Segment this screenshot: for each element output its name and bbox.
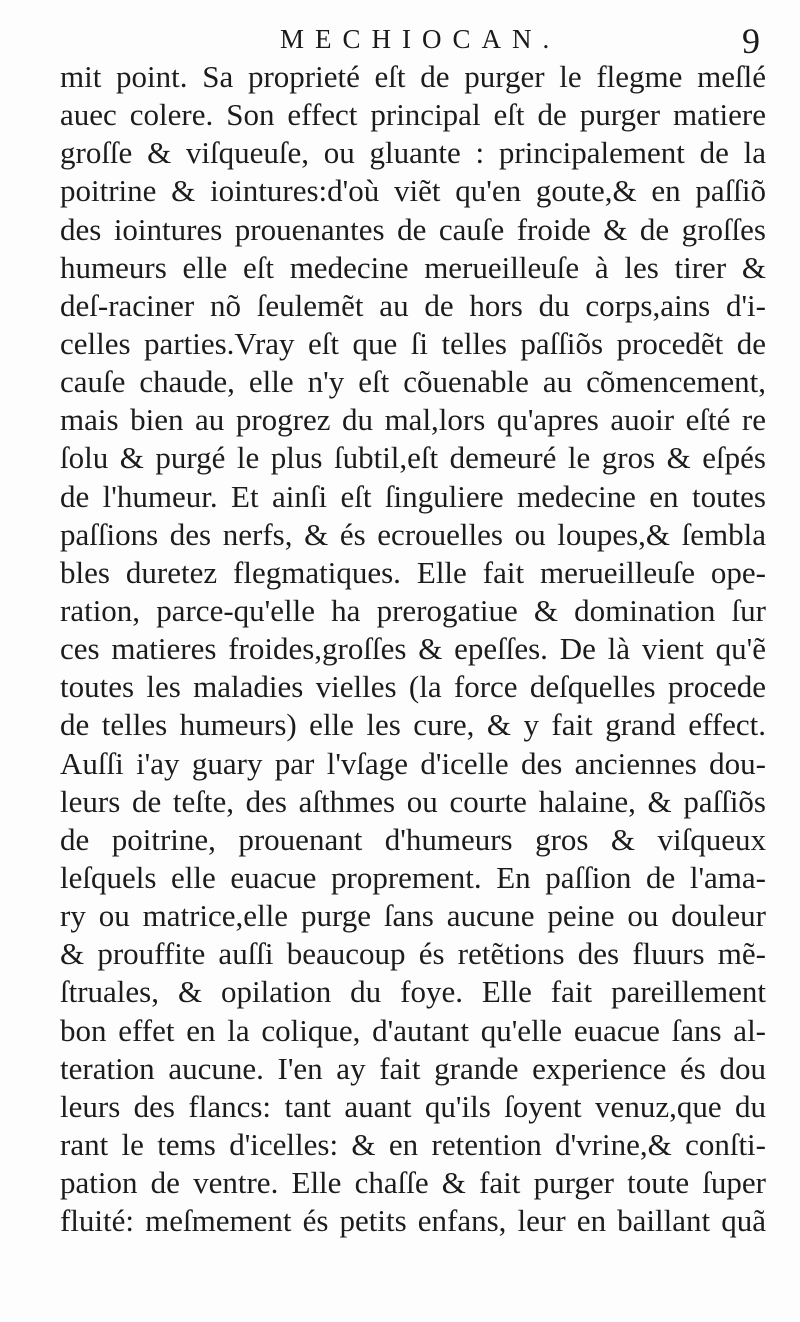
text-line: ces matieres froides,groſſes & epeſſes. De là vient qu'ẽ [60,631,766,667]
text-line: leſquels elle euacue proprement. En paſſion de l'ama- [60,859,766,895]
text-line: pation de ventre. Elle chaſſe & fait purger toute ſuper [60,1165,766,1201]
text-line: groſſe & viſqueuſe, ou gluante : principalement de la [60,135,766,171]
text-line: auec colere. Son effect principal eſt de purger matiere [60,97,766,133]
text-line: leurs de teſte, des aſthmes ou courte halaine, & paſſiõs [60,783,766,819]
text-line: de l'humeur. Et ainſi eſt ſinguliere medecine en toutes [60,478,766,514]
text-line: paſſions des nerfs, & és ecrouelles ou loupes,& ſembla [60,516,766,552]
text-line: humeurs elle eſt medecine merueilleuſe à les tirer & [60,249,766,285]
running-head [60,20,766,61]
text-line: deſ-raciner nõ ſeulemẽt au de hors du corps,ains d'i- [60,287,766,323]
text-line: cauſe chaude, elle n'y eſt cõuenable au cõmencement, [60,364,766,400]
text-line: Auſſi i'ay guary par l'vſage d'icelle des anciennes dou- [60,745,766,781]
text-line: ſolu & purgé le plus ſubtil,eſt demeuré le gros & eſpés [60,440,766,476]
text-line: toutes les maladies vielles (la force deſquelles procede [60,669,766,705]
text-line: ry ou matrice,elle purge ſans aucune peine ou douleur [60,898,766,934]
text-line: fluité: meſmement és petits enfans, leur en baillant quã [60,1203,766,1239]
text-line: mais bien au progrez du mal,lors qu'apres auoir eſté re [60,402,766,438]
page-number: 9 [742,21,760,61]
text-line: leurs des flancs: tant auant qu'ils ſoyent venuz,que du [60,1088,766,1124]
running-title: MECHIOCAN. [280,24,561,54]
text-line: teration aucune. I'en ay fait grande experience és dou [60,1050,766,1086]
body-text [60,58,766,1240]
text-line: rant le tems d'icelles: & en retention d'vrine,& conſti- [60,1126,766,1162]
text-line: ſtruales, & opilation du foye. Elle fait pareillement [60,974,766,1010]
text-line: des iointures prouenantes de cauſe froide & de groſſes [60,211,766,247]
text-line: bles duretez flegmatiques. Elle fait merueilleuſe ope- [60,554,766,590]
text-line: bon effet en la colique, d'autant qu'elle euacue ſans al- [60,1012,766,1048]
text-line: poitrine & iointures:d'où viẽt qu'en goute,& en paſſiõ [60,173,766,209]
text-line: celles parties.Vray eſt que ſi telles paſſiõs procedẽt de [60,325,766,361]
text-line: mit point. Sa proprieté eſt de purger le flegme meſlé [60,59,766,94]
text-line: ration, parce-qu'elle ha prerogatiue & domination ſur [60,592,766,628]
text-line: de poitrine, prouenant d'humeurs gros & viſqueux [60,821,766,857]
text-line: de telles humeurs) elle les cure, & y fait grand effect. [60,707,766,743]
text-line: & prouffite auſſi beaucoup és retẽtions des fluurs mẽ- [60,936,766,972]
